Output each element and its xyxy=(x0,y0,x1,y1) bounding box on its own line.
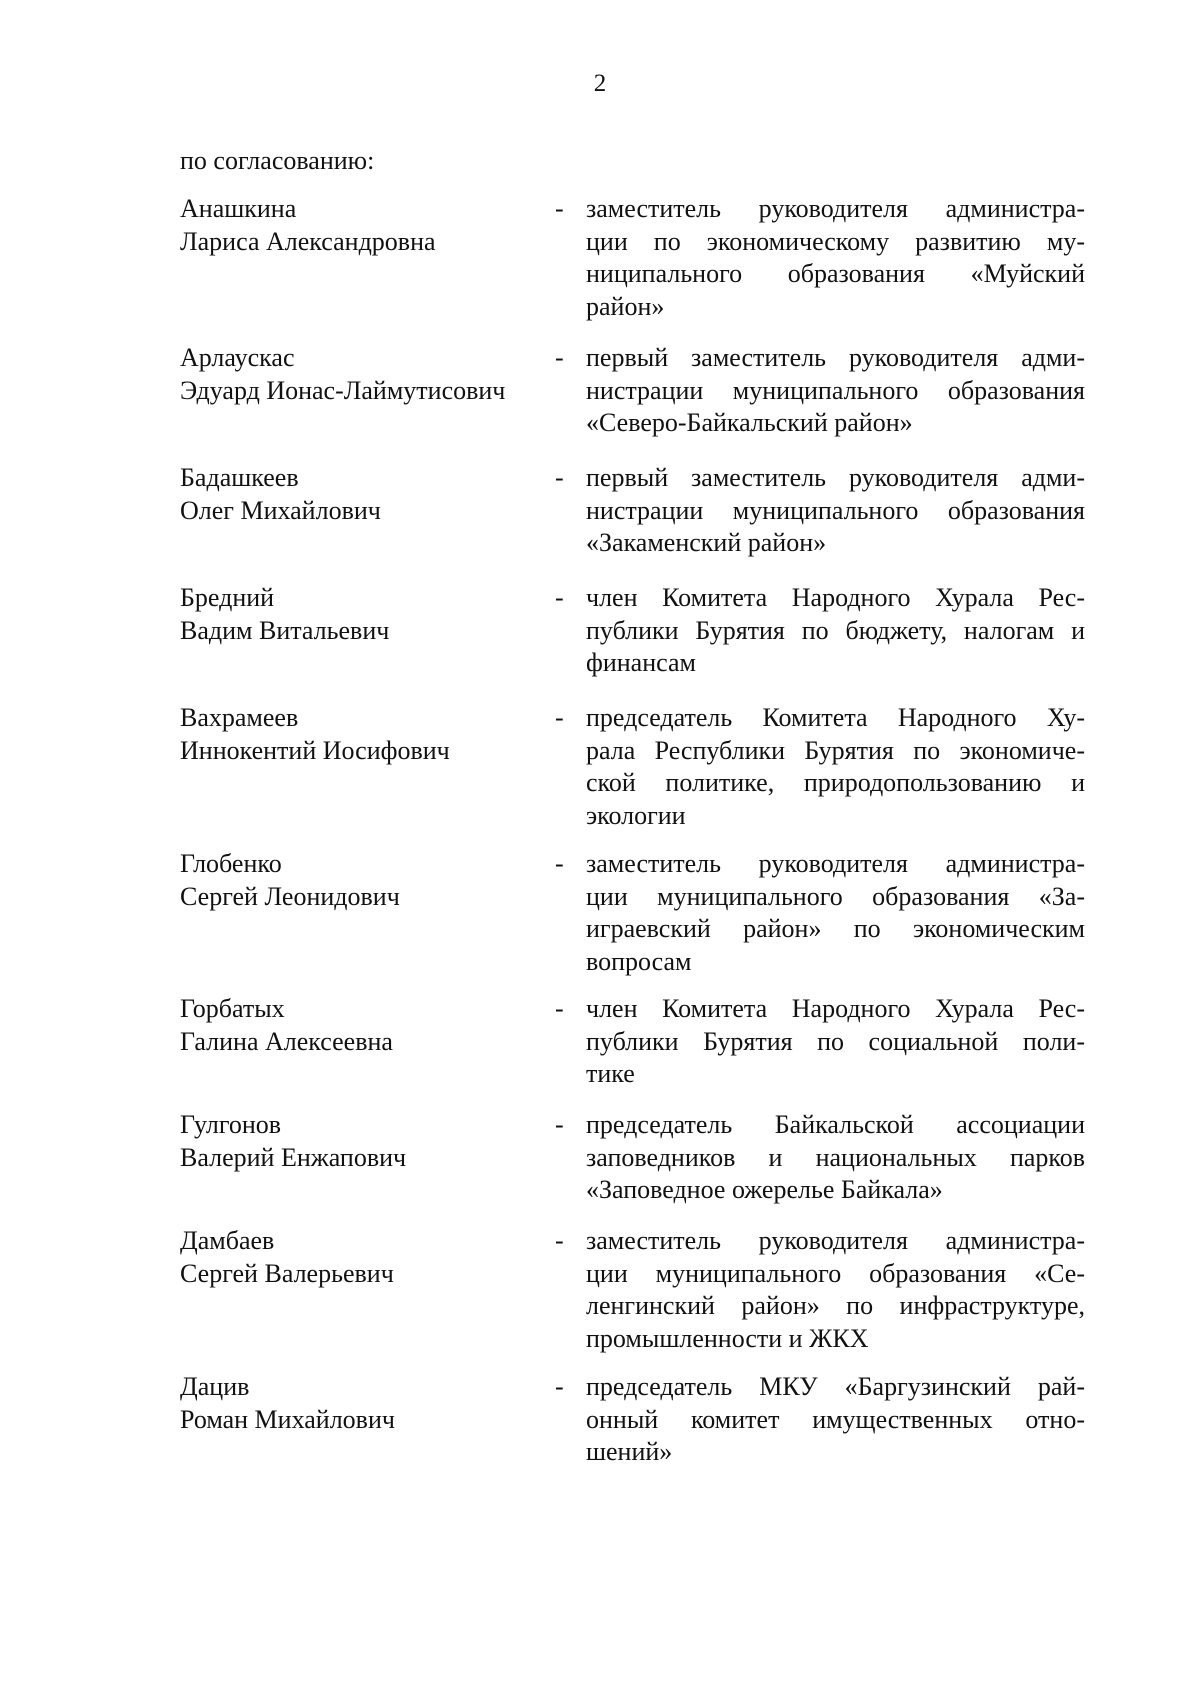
member-name xyxy=(180,993,560,1058)
member-name xyxy=(180,193,560,258)
member-name xyxy=(180,702,560,767)
position-line: заместитель руководителя администра- xyxy=(586,849,1085,878)
dash-separator: - xyxy=(555,703,564,732)
member-given-names: Иннокентий Иосифович xyxy=(180,735,450,765)
position-line: нистрации муниципального образования xyxy=(586,495,1085,525)
member-position xyxy=(586,993,1085,1091)
position-line: играевский район» по экономическим xyxy=(586,914,1085,943)
dash-separator: - xyxy=(555,1110,564,1139)
member-surname: Бредний xyxy=(180,583,275,612)
dash-separator: - xyxy=(555,1226,564,1255)
dash-separator: - xyxy=(555,1372,564,1401)
position-line: «Закаменский район» xyxy=(586,528,827,557)
page-number: 2 xyxy=(593,70,607,97)
member-given-names: Эдуард Ионас-Лаймутисович xyxy=(180,375,506,405)
dash-separator: - xyxy=(555,194,564,223)
position-line: ции по экономическому развитию му- xyxy=(586,226,1085,256)
member-surname: Гулгонов xyxy=(180,1110,282,1139)
position-line: район» xyxy=(586,291,665,321)
position-line: экологии xyxy=(586,800,686,830)
member-name xyxy=(180,342,560,407)
position-line: вопросам xyxy=(586,946,692,976)
member-surname: Бадашкеев xyxy=(180,463,299,492)
member-position xyxy=(586,1109,1085,1207)
member-position xyxy=(586,342,1085,440)
member-given-names: Роман Михайлович xyxy=(180,1404,395,1434)
position-line: председатель Байкальской ассоциации xyxy=(586,1110,1085,1139)
position-line: ции муниципального образования «Се- xyxy=(586,1258,1085,1288)
member-given-names: Олег Михайлович xyxy=(180,495,381,525)
position-line: член Комитета Народного Хурала Рес- xyxy=(586,994,1085,1023)
member-given-names: Лариса Александровна xyxy=(180,226,436,256)
position-line: публики Бурятия по социальной поли- xyxy=(586,1026,1085,1056)
position-line: председатель МКУ «Баргузинский рай- xyxy=(586,1372,1085,1401)
member-name xyxy=(180,848,560,913)
member-given-names: Вадим Витальевич xyxy=(180,615,390,645)
position-line: шений» xyxy=(586,1437,673,1466)
member-surname: Горбатых xyxy=(180,994,285,1023)
position-line: финансам xyxy=(586,648,696,677)
dash-separator: - xyxy=(555,849,564,878)
dash-separator: - xyxy=(555,463,564,492)
position-line: ленгинский район» по инфраструктуре, xyxy=(586,1291,1085,1320)
dash-separator: - xyxy=(555,583,564,612)
position-line: рала Республики Бурятия по экономиче- xyxy=(586,735,1085,765)
member-surname: Дацив xyxy=(180,1372,250,1401)
dash-separator: - xyxy=(555,994,564,1023)
position-line: заместитель руководителя администра- xyxy=(586,194,1085,223)
position-line: «Заповедное ожерелье Байкала» xyxy=(586,1175,943,1204)
member-surname: Глобенко xyxy=(180,849,282,878)
dash-separator: - xyxy=(555,343,564,372)
position-line: промышленности и ЖКХ xyxy=(586,1323,869,1353)
member-name xyxy=(180,1109,560,1174)
member-surname: Вахрамеев xyxy=(180,703,299,732)
member-position xyxy=(586,193,1085,323)
position-line: заповедников и национальных парков xyxy=(586,1142,1085,1172)
member-position xyxy=(586,1371,1085,1469)
member-name xyxy=(180,1371,560,1436)
position-line: заместитель руководителя администра- xyxy=(586,1226,1085,1255)
intro-text: по согласованию: xyxy=(180,146,375,175)
position-line: ниципального образования «Муйский xyxy=(586,259,1085,288)
position-line: первый заместитель руководителя адми- xyxy=(586,343,1085,372)
position-line: председатель Комитета Народного Ху- xyxy=(586,703,1085,732)
member-position xyxy=(586,702,1085,832)
member-given-names: Сергей Леонидович xyxy=(180,881,400,911)
member-given-names: Сергей Валерьевич xyxy=(180,1258,394,1288)
position-line: тике xyxy=(586,1059,635,1088)
member-position xyxy=(586,582,1085,680)
member-position xyxy=(586,462,1085,560)
member-position xyxy=(586,1225,1085,1355)
position-line: первый заместитель руководителя адми- xyxy=(586,463,1085,492)
position-line: нистрации муниципального образования xyxy=(586,375,1085,405)
member-surname: Дамбаев xyxy=(180,1226,275,1255)
position-line: ской политике, природопользованию и xyxy=(586,768,1085,797)
member-given-names: Валерий Енжапович xyxy=(180,1142,407,1172)
position-line: публики Бурятия по бюджету, налогам и xyxy=(586,615,1085,645)
member-name xyxy=(180,1225,560,1290)
member-name xyxy=(180,582,560,647)
member-name xyxy=(180,462,560,527)
position-line: «Северо-Байкальский район» xyxy=(586,408,913,437)
position-line: член Комитета Народного Хурала Рес- xyxy=(586,583,1085,612)
position-line: ции муниципального образования «За- xyxy=(586,881,1085,911)
member-surname: Анашкина xyxy=(180,194,297,223)
member-position xyxy=(586,848,1085,978)
member-surname: Арлаускас xyxy=(180,343,295,372)
member-given-names: Галина Алексеевна xyxy=(180,1026,393,1056)
position-line: онный комитет имущественных отно- xyxy=(586,1404,1085,1434)
